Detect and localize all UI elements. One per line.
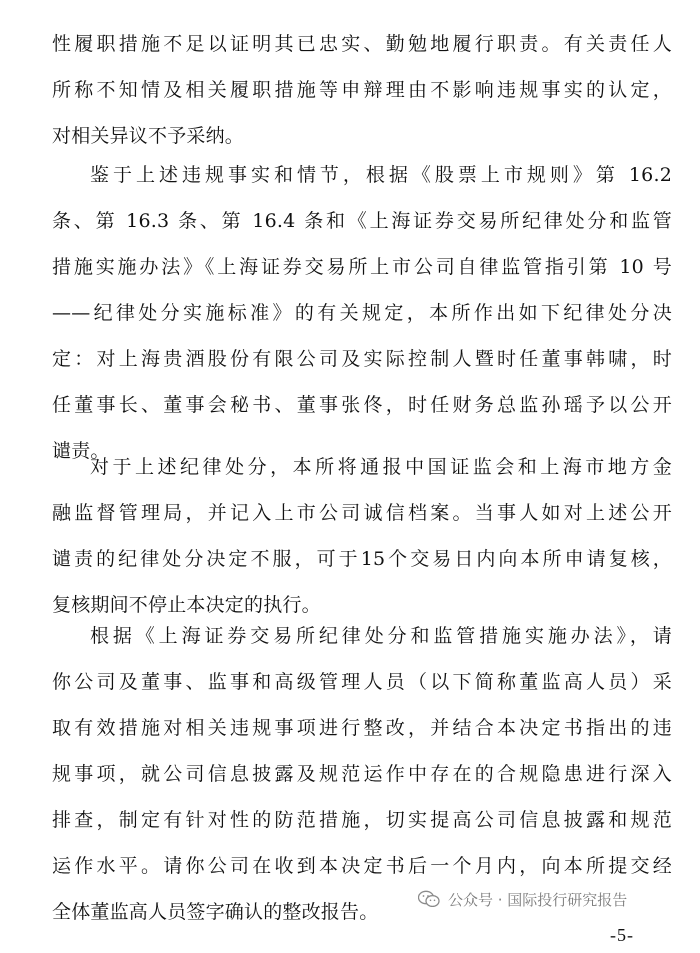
text-line: 任董事长、董事会秘书、董事张佟，时任财务总监孙瑶予以公开 [52, 394, 672, 416]
text-line: 对于上述纪律处分，本所将通报中国证监会和上海市地方金 [90, 456, 672, 478]
page-number: -5- [610, 925, 634, 945]
text-line: 根据《上海证券交易所纪律处分和监管措施实施办法》，请 [90, 625, 672, 647]
text-line: 融监督管理局，并记入上市公司诚信档案。当事人如对上述公开 [52, 502, 672, 524]
text-line: 谴责。 [52, 440, 110, 462]
text-line: 性履职措施不足以证明其已忠实、勤勉地履行职责。有关责任人 [52, 33, 672, 55]
text-line: ——纪律处分实施标准》的有关规定，本所作出如下纪律处分决 [52, 302, 672, 324]
text-line: 谴责的纪律处分决定不服，可于15个交易日内向本所申请复核， [52, 548, 672, 570]
paragraph-3 [52, 444, 672, 628]
text-line: 条、第 16.3 条、第 16.4 条和《上海证券交易所纪律处分和监管 [52, 210, 672, 232]
watermark-text: 公众号 · 国际投行研究报告 [448, 890, 628, 909]
paragraph-2 [52, 152, 672, 474]
text-line: 规事项，就公司信息披露及规范运作中存在的合规隐患进行深入 [52, 763, 672, 785]
text-line: 排查，制定有针对性的防范措施，切实提高公司信息披露和规范 [52, 809, 672, 831]
text-line: 所称不知情及相关履职措施等申辩理由不影响违规事实的认定， [52, 79, 672, 101]
text-line: 全体董监高人员签字确认的整改报告。 [52, 901, 379, 923]
text-line: 鉴于上述违规事实和情节，根据《股票上市规则》第 16.2 [90, 164, 672, 186]
wechat-icon [418, 890, 440, 908]
text-line: 你公司及董事、监事和高级管理人员（以下简称董监高人员）采 [52, 671, 672, 693]
watermark [418, 884, 627, 914]
text-line: 措施实施办法》《上海证券交易所上市公司自律监管指引第 10 号 [52, 256, 672, 278]
text-line: 运作水平。请你公司在收到本决定书后一个月内，向本所提交经 [52, 855, 672, 877]
text-line: 对相关异议不予采纳。 [52, 125, 245, 147]
text-line: 定：对上海贵酒股份有限公司及实际控制人暨时任董事韩啸，时 [52, 348, 672, 370]
text-line: 复核期间不停止本决定的执行。 [52, 594, 321, 616]
paragraph-1 [52, 21, 672, 159]
text-line: 取有效措施对相关违规事项进行整改，并结合本决定书指出的违 [52, 717, 672, 739]
